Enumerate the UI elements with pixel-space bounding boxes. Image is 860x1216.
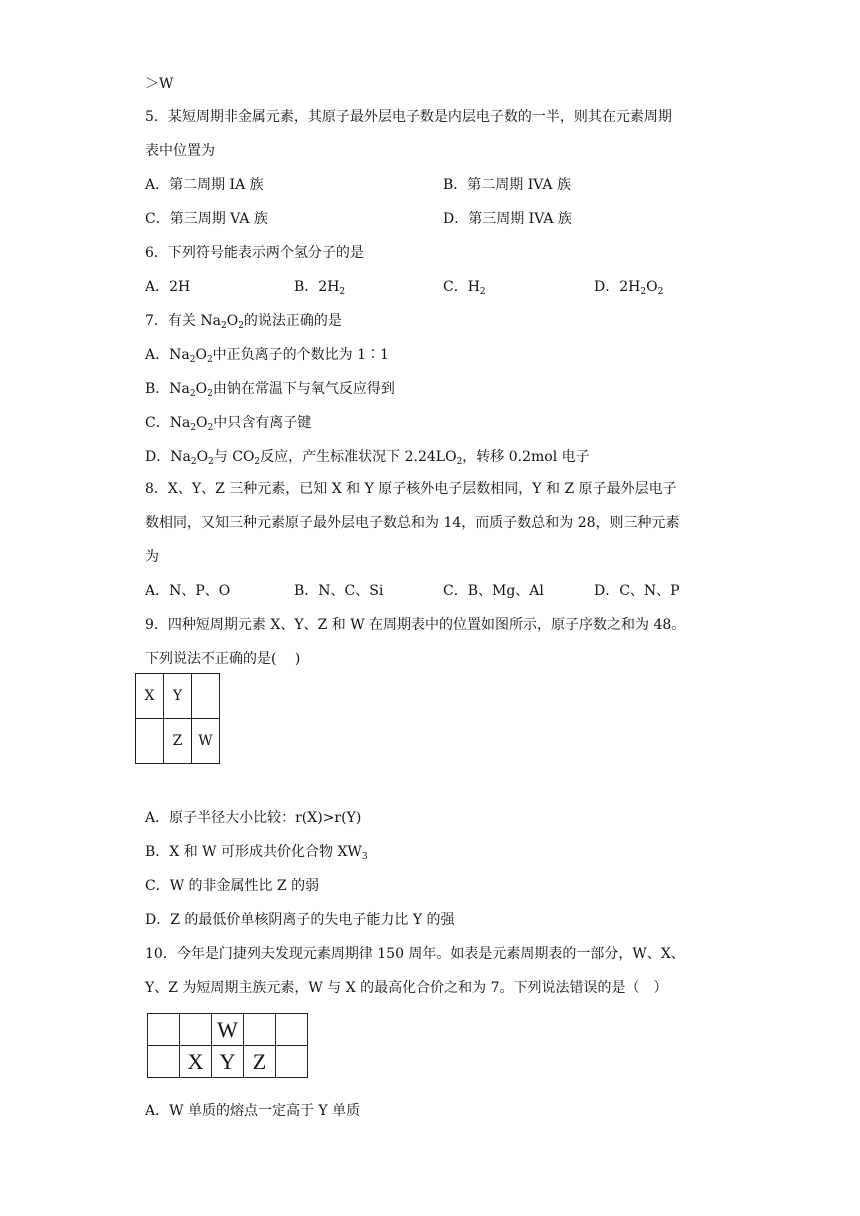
q8-option-c: C．B、Mg、Al xyxy=(443,583,544,599)
q9-option-a: A．原子半径大小比较：r(X)>r(Y) xyxy=(145,810,362,826)
q10-stem-line2: Y、Z 为短周期主族元素，W 与 X 的最高化合价之和为 7。下列说法错误的是（ ） xyxy=(145,980,668,996)
q7-option-b: B．$Na_2O_2$由钠在常温下与氧气反应得到 xyxy=(145,381,395,399)
q9-grid-cell xyxy=(136,719,164,764)
q6-option-b: B．$2H_2$ xyxy=(294,279,346,297)
q10-stem-line1: 10．今年是门捷列夫发现元素周期律 150 周年。如表是元素周期表的一部分，W、X、 xyxy=(145,946,685,962)
q7-stem: 7．有关 $Na_2O_2$的说法正确的是 xyxy=(145,313,342,331)
q8-stem-line3: 为 xyxy=(145,549,159,565)
q10-grid-cell: Z xyxy=(244,1046,276,1078)
q5-stem-line2: 表中位置为 xyxy=(145,143,215,159)
q6-option-a: A．2H xyxy=(145,279,191,295)
q4-tail: ＞W xyxy=(145,76,174,92)
q9-option-d: D．Z 的最低价单核阴离子的失电子能力比 Y 的强 xyxy=(145,912,455,928)
q5-option-b: B．第二周期 IVA 族 xyxy=(443,177,571,193)
q10-grid-cell xyxy=(148,1046,180,1078)
q7-option-d: D．$Na_2O_2$与 $CO_2$反应，产生标准状况下 $2.24LO_2$，转移 0.2mol 电子 xyxy=(145,449,590,467)
q5-option-d: D．第三周期 IVA 族 xyxy=(443,211,572,227)
q10-grid-cell xyxy=(276,1014,308,1046)
q8-option-d: D．C、N、P xyxy=(594,583,680,599)
q6-option-c: C．$H_2$ xyxy=(443,279,486,297)
q5-option-a: A．第二周期 IA 族 xyxy=(145,177,264,193)
q8-stem-line2: 数相同，又知三种元素原子最外层电子数总和为 14，而质子数总和为 28，则三种元素 xyxy=(145,515,680,531)
q9-periodic-grid xyxy=(135,673,220,764)
q5-stem-line1: 5．某短周期非金属元素，其原子最外层电子数是内层电子数的一半，则其在元素周期 xyxy=(145,109,672,125)
q7-option-a: A．$Na_2O_2$中正负离子的个数比为 1∶1 xyxy=(145,347,389,365)
q10-grid-cell: W xyxy=(212,1014,244,1046)
q9-stem-line2: 下列说法不正确的是( ) xyxy=(145,651,301,667)
q9-option-c: C．W 的非金属性比 Z 的弱 xyxy=(145,878,320,894)
q10-grid-cell xyxy=(244,1014,276,1046)
q9-option-b: B．X 和 W 可形成共价化合物 $XW_3$ xyxy=(145,844,368,862)
q9-grid-cell xyxy=(192,674,220,719)
q10-periodic-grid xyxy=(147,1013,308,1078)
q10-grid-cell: X xyxy=(180,1046,212,1078)
q10-grid-cell xyxy=(148,1014,180,1046)
q9-grid-cell: Z xyxy=(164,719,192,764)
q7-option-c: C．$Na_2O_2$中只含有离子键 xyxy=(145,415,312,433)
q8-stem-line1: 8．X、Y、Z 三种元素，已知 X 和 Y 原子核外电子层数相同，Y 和 Z 原子最外层电子 xyxy=(145,481,677,497)
q9-grid-cell: Y xyxy=(164,674,192,719)
q8-option-a: A．N、P、O xyxy=(145,583,231,599)
q10-option-a: A．W 单质的熔点一定高于 Y 单质 xyxy=(145,1103,361,1119)
q10-grid-cell: Y xyxy=(212,1046,244,1078)
q5-option-c: C．第三周期 VA 族 xyxy=(145,211,268,227)
q9-grid-cell: W xyxy=(192,719,220,764)
q9-stem-line1: 9．四种短周期元素 X、Y、Z 和 W 在周期表中的位置如图所示，原子序数之和为 48。 xyxy=(145,617,686,633)
q10-grid-cell xyxy=(180,1014,212,1046)
q6-option-d: D．$2H_2O_2$ xyxy=(594,279,664,297)
q8-option-b: B．N、C、Si xyxy=(294,583,384,599)
q10-grid-cell xyxy=(276,1046,308,1078)
q6-stem: 6．下列符号能表示两个氢分子的是 xyxy=(145,245,364,261)
q9-grid-cell: X xyxy=(136,674,164,719)
